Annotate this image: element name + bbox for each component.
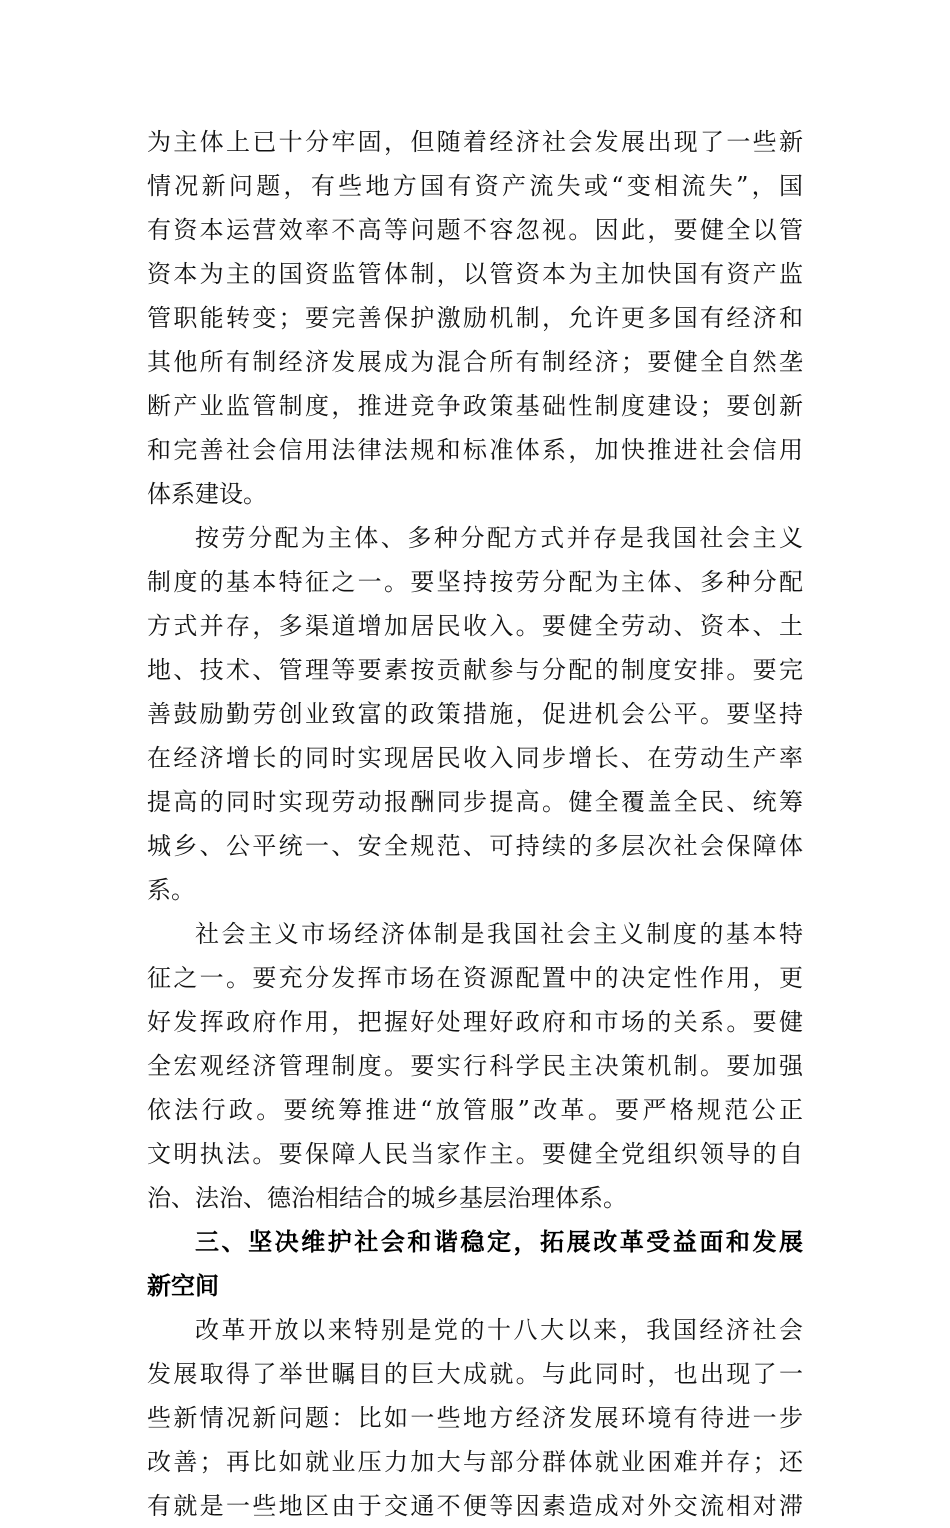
text-line: 治、法治、德治相结合的城乡基层治理体系。: [147, 1184, 627, 1212]
text-line: 体系建设。: [147, 480, 267, 508]
text-line: 善鼓励勤劳创业致富的政策措施，促进机会公平。要坚持: [147, 700, 803, 728]
text-line: 其他所有制经济发展成为混合所有制经济；要健全自然垄: [147, 348, 803, 376]
text-line: 管职能转变；要完善保护激励机制，允许更多国有经济和: [147, 304, 803, 332]
text-line: 情况新问题，有些地方国有资产流失或“变相流失”，国: [147, 172, 803, 200]
text-line: 有就是一些地区由于交通不便等因素造成对外交流相对滞: [147, 1492, 803, 1520]
paragraph-1: [147, 120, 803, 516]
text-line: 提高的同时实现劳动报酬同步提高。健全覆盖全民、统筹: [147, 788, 803, 816]
text-line: 和完善社会信用法律法规和标准体系，加快推进社会信用: [147, 436, 803, 464]
document-body: [147, 120, 803, 1528]
text-line: 在经济增长的同时实现居民收入同步增长、在劳动生产率: [147, 744, 803, 772]
text-line: 全宏观经济管理制度。要实行科学民主决策机制。要加强: [147, 1052, 803, 1080]
text-line: 改善；再比如就业压力加大与部分群体就业困难并存；还: [147, 1448, 803, 1476]
text-line: 城乡、公平统一、安全规范、可持续的多层次社会保障体: [147, 832, 803, 860]
heading-line: 三、坚决维护社会和谐稳定，拓展改革受益面和发展: [195, 1228, 803, 1256]
text-line: 些新情况新问题：比如一些地方经济发展环境有待进一步: [147, 1404, 803, 1432]
text-line: 系。: [147, 876, 195, 904]
text-line: 地、技术、管理等要素按贡献参与分配的制度安排。要完: [147, 656, 803, 684]
paragraph-2: [147, 516, 803, 912]
text-line: 为主体上已十分牢固，但随着经济社会发展出现了一些新: [147, 128, 803, 156]
heading-line: 新空间: [147, 1272, 219, 1300]
text-line: 制度的基本特征之一。要坚持按劳分配为主体、多种分配: [147, 568, 803, 596]
text-line: 断产业监管制度，推进竞争政策基础性制度建设；要创新: [147, 392, 803, 420]
text-line: 好发挥政府作用，把握好处理好政府和市场的关系。要健: [147, 1008, 803, 1036]
text-line: 资本为主的国资监管体制，以管资本为主加快国有资产监: [147, 260, 803, 288]
text-line: 有资本运营效率不高等问题不容忽视。因此，要健全以管: [147, 216, 803, 244]
text-line: 社会主义市场经济体制是我国社会主义制度的基本特: [195, 920, 803, 948]
text-line: 改革开放以来特别是党的十八大以来，我国经济社会: [195, 1316, 803, 1344]
text-line: 文明执法。要保障人民当家作主。要健全党组织领导的自: [147, 1140, 803, 1168]
text-line: 方式并存，多渠道增加居民收入。要健全劳动、资本、土: [147, 612, 803, 640]
paragraph-3: [147, 912, 803, 1220]
paragraph-4: [147, 1308, 803, 1528]
section-heading: [147, 1220, 803, 1308]
text-line: 征之一。要充分发挥市场在资源配置中的决定性作用，更: [147, 964, 803, 992]
text-line: 发展取得了举世瞩目的巨大成就。与此同时，也出现了一: [147, 1360, 803, 1388]
text-line: 依法行政。要统筹推进“放管服”改革。要严格规范公正: [147, 1096, 803, 1124]
text-line: 按劳分配为主体、多种分配方式并存是我国社会主义: [195, 524, 803, 552]
